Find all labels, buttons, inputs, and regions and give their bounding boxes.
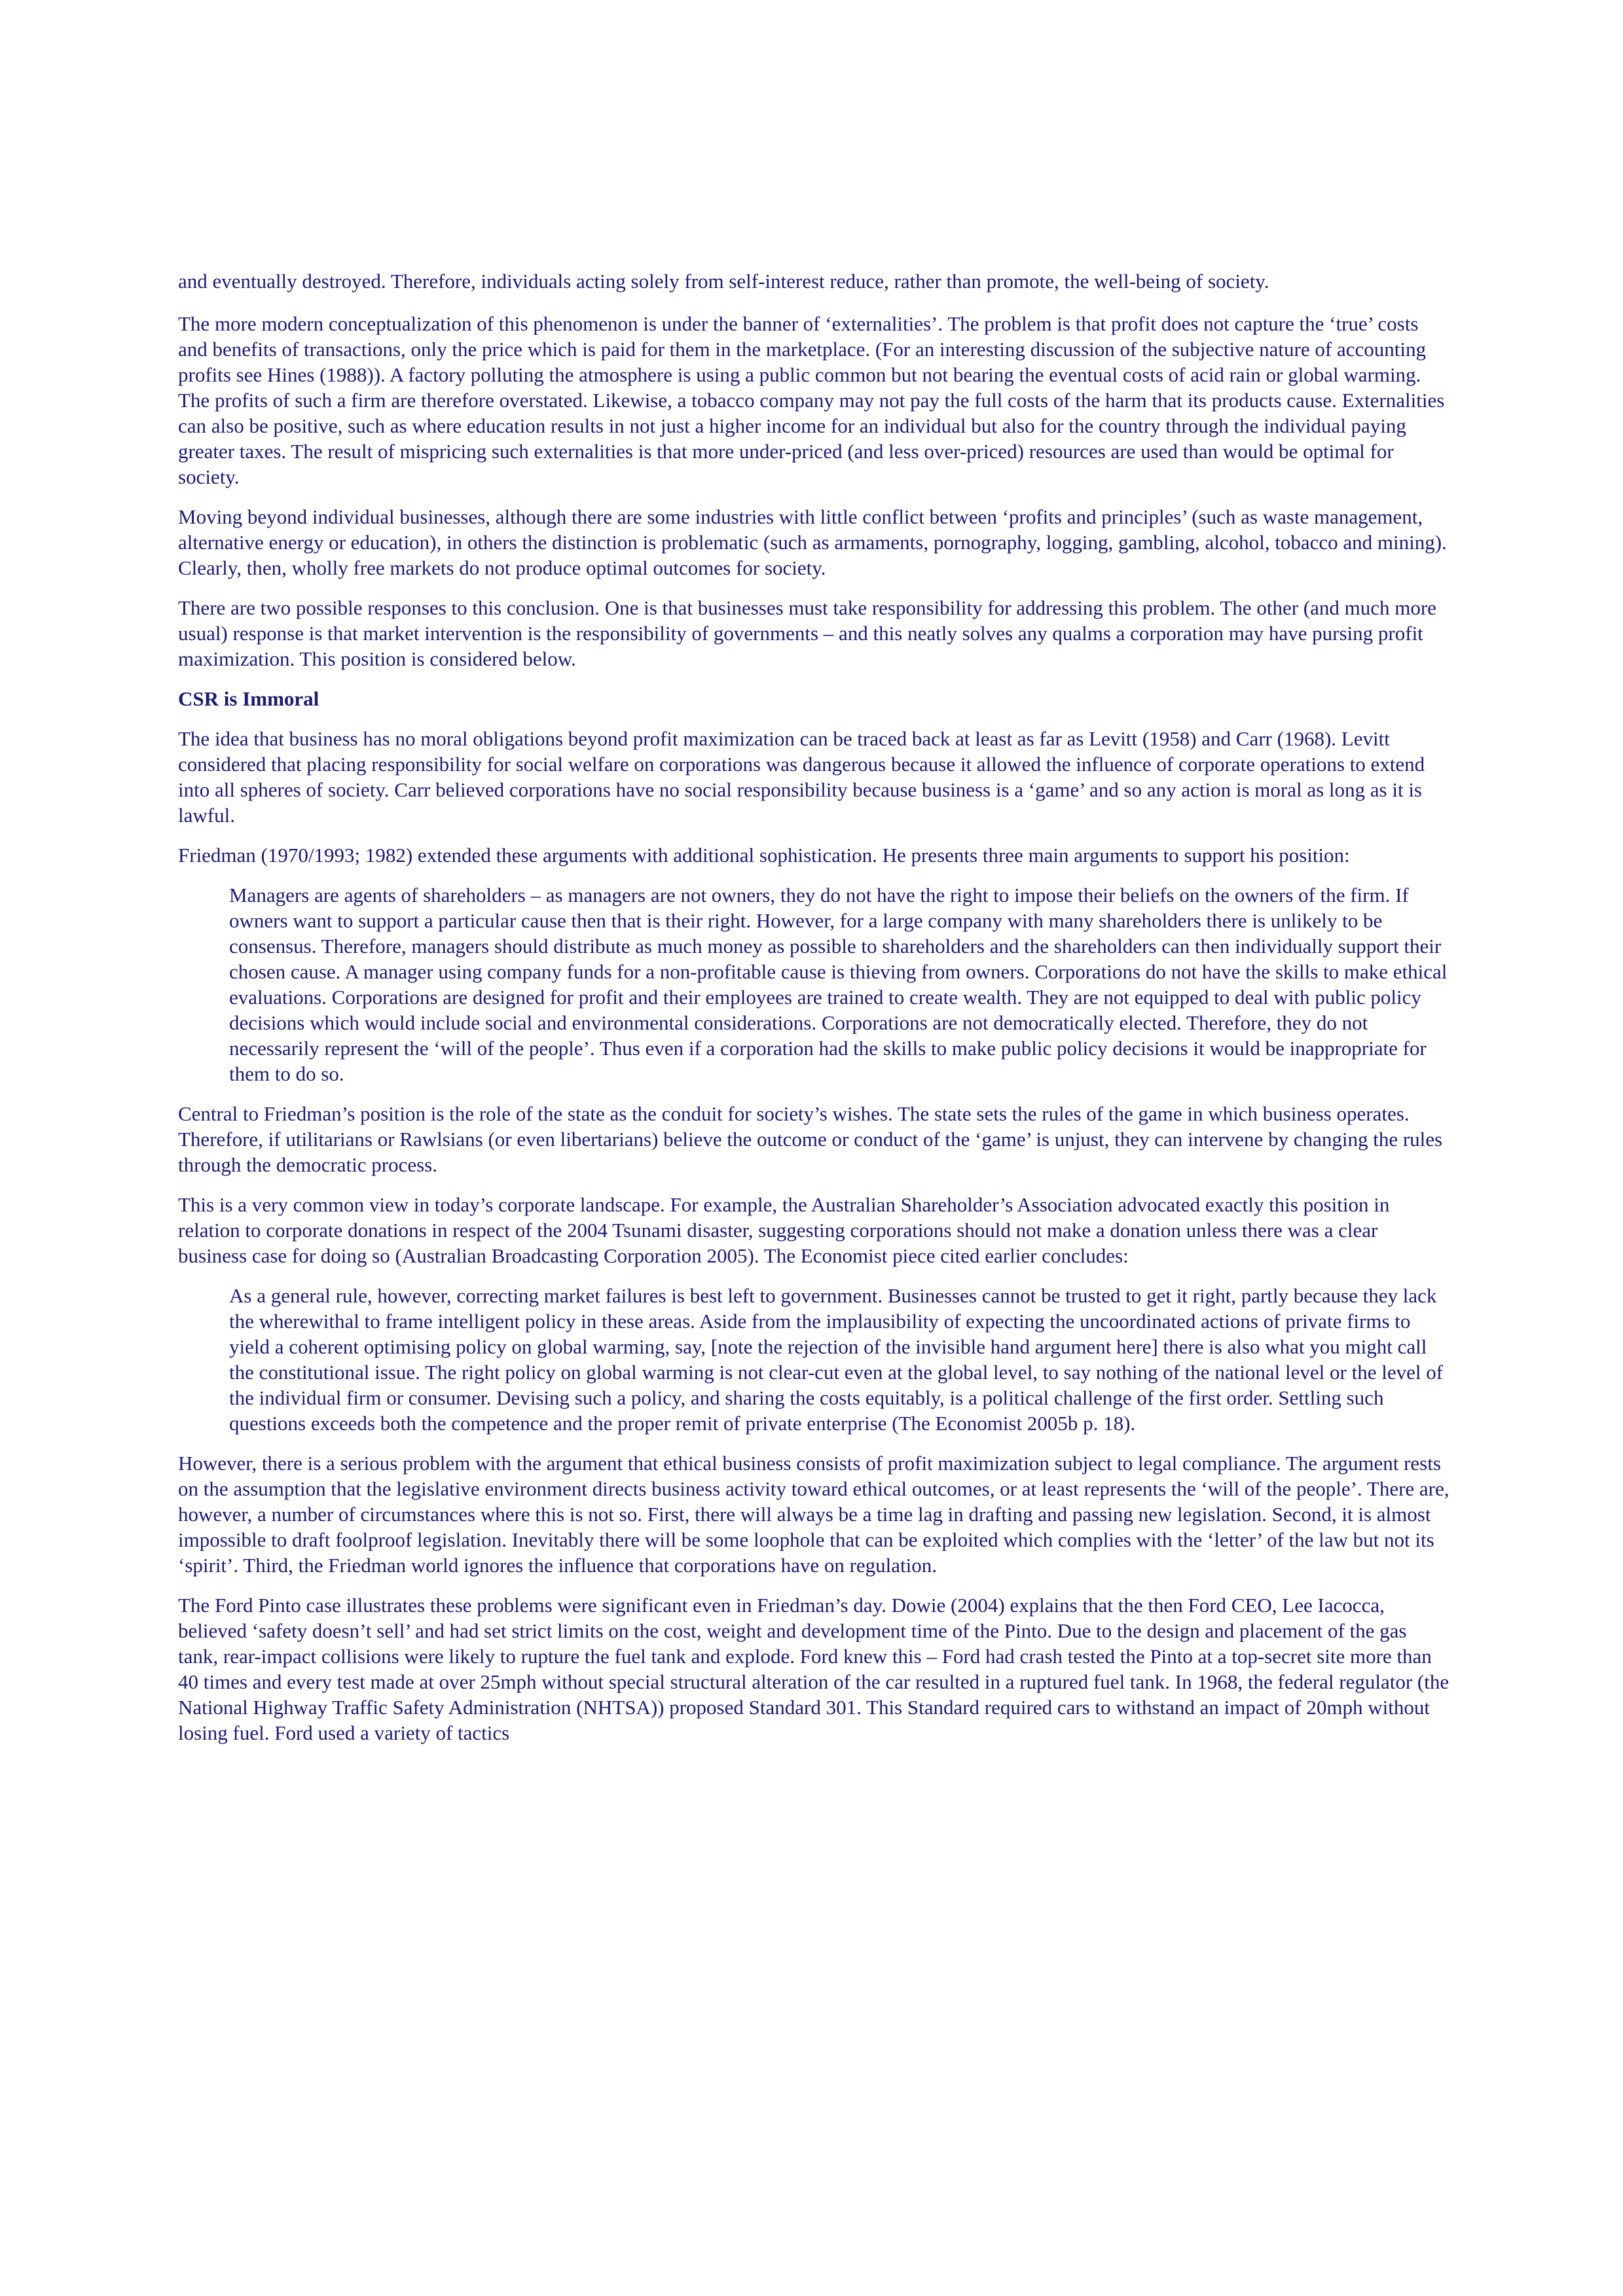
paragraph-responses: There are two possible responses to this conclusion. One is that businesses must take responsibility for addressing this problem. The other (and much more usual) response is that market intervention is the responsibility of governments – and this neatly solves any qualms a corporation may have pursing profit maximization. This position is considered below. <box>178 596 1436 670</box>
paragraph-ford-pinto: The Ford Pinto case illustrates these problems were significant even in Friedman’s day. Dowie (2004) explains that the then Ford CEO, Lee Iacocca, believed ‘safety doesn’t sell’ and had set strict limits on the cost, weight and development time of the Pinto. Due to the design and placement of the gas tank, rear-impact collisions were likely to rupture the fuel tank and explode. Ford knew this – Ford had crash tested the Pinto at a top-secret site more than 40 times and every test made at over 25mph without special structural alteration of the car resulted in a ruptured fuel tank. In 1968, the federal regulator (the National Highway Traffic Safety Administration (NHTSA)) proposed Standard 301. This Standard required cars to withstand an impact of 20mph without losing fuel. Ford used a variety of tactics <box>178 1594 1450 1744</box>
paragraph-industries: Moving beyond individual businesses, although there are some industries with little conflict between ‘profits and principles’ (such as waste management, alternative energy or education), in others the distinction is problematic (such as armaments, pornography, logging, gambling, alcohol, tobacco and mining). Clearly, then, wholly free markets do not produce optimal outcomes for society. <box>178 505 1447 579</box>
document-page <box>178 268 1451 1760</box>
paragraph-role-of-state: Central to Friedman’s position is the role of the state as the conduit for society’s wishes. The state sets the rules of the game in which business operates. Therefore, if utilitarians or Rawlsians (or even libertarians) believe the outcome or conduct of the ‘game’ is unjust, they can intervene by changing the rules through the democratic process. <box>178 1102 1443 1176</box>
paragraph-externalities: The more modern conceptualization of this phenomenon is under the banner of ‘externalities’. The problem is that profit does not capture the ‘true’ costs and benefits of transactions, only the price which is paid for them in the marketplace. (For an interesting discussion of the subjective nature of accounting profits see Hines (1988)). A factory polluting the atmosphere is using a public common but not bearing the eventual costs of acid rain or global warming. The profits of such a firm are therefore overstated. Likewise, a tobacco company may not pay the full costs of the harm that its products cause. Externalities can also be positive, such as where education results in not just a higher income for an individual but also for the country through the individual paying greater taxes. The result of mispricing such externalities is that more under-priced (and less over-priced) resources are used than would be optimal for society. <box>178 312 1445 488</box>
paragraph-intro-ending: and eventually destroyed. Therefore, individuals acting solely from self-interest reduce, rather than promote, the well-being of society. <box>178 270 1269 293</box>
paragraph-levitt-carr: The idea that business has no moral obligations beyond profit maximization can be traced back at least as far as Levitt (1958) and Carr (1968). Levitt considered that placing responsibility for social welfare on corporations was dangerous because it allowed the influence of corporate operations to extend into all spheres of society. Carr believed corporations have no social responsibility because business is a ‘game’ and so any action is moral as long as it is lawful. <box>178 727 1425 827</box>
paragraph-serious-problem: However, there is a serious problem with the argument that ethical business consists of profit maximization subject to legal compliance. The argument rests on the assumption that the legislative environment directs business activity toward ethical outcomes, or at least represents the ‘will of the people’. There are, however, a number of circumstances where this is not so. First, there will always be a time lag in drafting and passing new legislation. Second, it is almost impossible to draft foolproof legislation. Inevitably there will be some loophole that can be exploited which complies with the ‘letter’ of the law but not its ‘spirit’. Third, the Friedman world ignores the influence that corporations have on regulation. <box>178 1452 1450 1577</box>
block-quote-economist: As a general rule, however, correcting market failures is best left to government. Businesses cannot be trusted to get it right, partly because they lack the wherewithal to frame intelligent policy in these areas. Aside from the implausibility of expecting the uncoordinated actions of private firms to yield a coherent optimising policy on global warming, say, [note the rejection of the invisible hand argument here] there is also what you might call the constitutional issue. The right policy on global warming is not clear-cut even at the global level, to say nothing of the national level or the level of the individual firm or consumer. Devising such a policy, and sharing the costs equitably, is a political challenge of the first order. Settling such questions exceeds both the competence and the proper remit of private enterprise (The Economist 2005b p. 18). <box>229 1284 1444 1435</box>
paragraph-common-view: This is a very common view in today’s corporate landscape. For example, the Australian Shareholder’s Association advocated exactly this position in relation to corporate donations in respect of the 2004 Tsunami disaster, suggesting corporations should not make a donation unless there was a clear business case for doing so (Australian Broadcasting Corporation 2005). The Economist piece cited earlier concludes: <box>178 1193 1390 1267</box>
paragraph-friedman: Friedman (1970/1993; 1982) extended these arguments with additional sophistication. He presents three main arguments to support his position: <box>178 844 1350 867</box>
section-heading: CSR is Immoral <box>178 687 319 710</box>
block-quote-friedman-arguments: Managers are agents of shareholders – as managers are not owners, they do not have the right to impose their beliefs on the owners of the firm. If owners want to support a particular cause then that is their right. However, for a large company with many shareholders there is unlikely to be consensus. Therefore, managers should distribute as much money as possible to shareholders and the shareholders can then individually support their chosen cause. A manager using company funds for a non-profitable cause is thieving from owners. Corporations do not have the skills to make ethical evaluations. Corporations are designed for profit and their employees are trained to create wealth. They are not equipped to deal with public policy decisions which would include social and environmental considerations. Corporations are not democratically elected. Therefore, they do not necessarily represent the ‘will of the people’. Thus even if a corporation had the skills to make public policy decisions it would be inappropriate for them to do so. <box>229 884 1448 1085</box>
